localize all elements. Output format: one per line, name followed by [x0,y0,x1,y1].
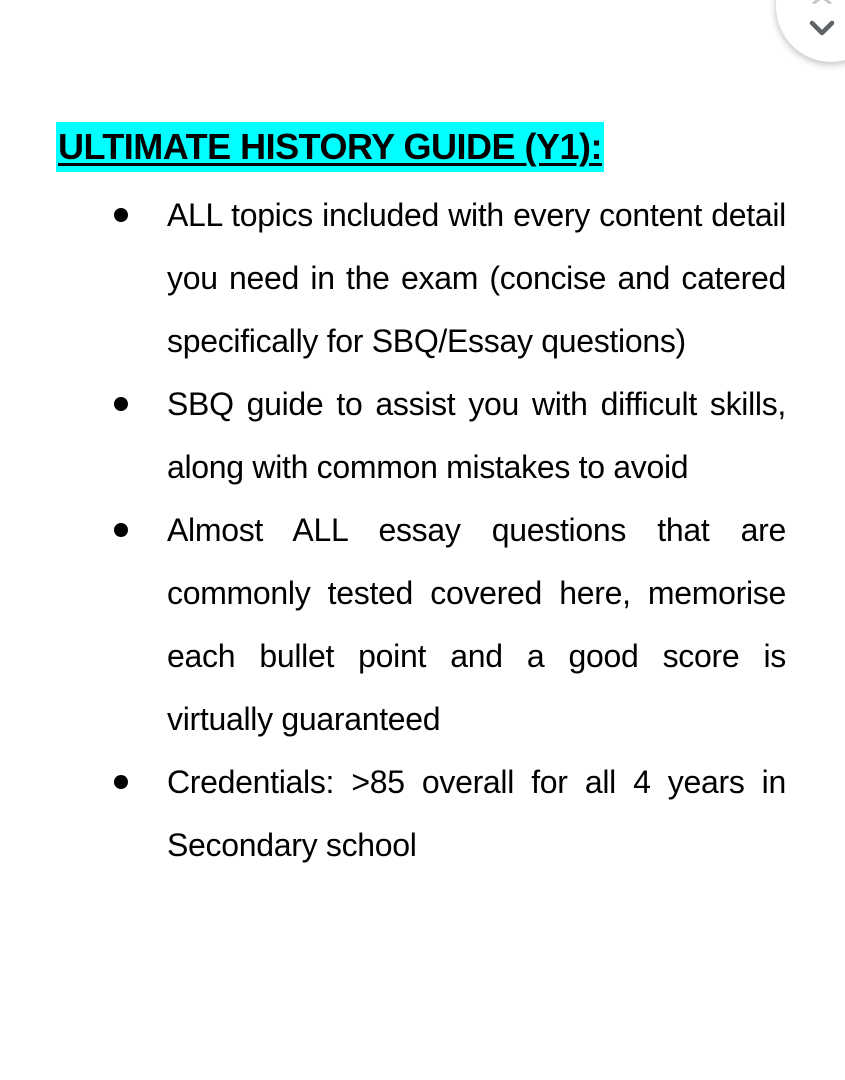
chevron-down-icon[interactable] [809,20,835,36]
bullet-item-essay-questions [0,499,845,751]
chevron-up-icon[interactable] [812,0,832,4]
bullet-list [0,184,845,877]
bullet-dot-icon [114,208,128,222]
bullet-text: ALL topics included with every content detail you need in the exam (concise and catered specifically for SBQ/Essay questions) [167,197,786,359]
bullet-text: Credentials: >85 overall for all 4 years in Secondary school [167,764,786,863]
bullet-dot-icon [114,523,128,537]
bullet-text: SBQ guide to assist you with difficult skills, along with common mistakes to avoid [167,386,786,485]
bullet-item-sbq-guide [0,373,845,499]
bullet-dot-icon [114,775,128,789]
bullet-text: Almost ALL essay questions that are commonly tested covered here, memorise each bullet point and a good score is virtually guaranteed [167,512,786,737]
document-heading: ULTIMATE HISTORY GUIDE (Y1): [56,122,604,172]
bullet-item-credentials [0,751,845,877]
page-navigation-button[interactable] [776,0,845,62]
bullet-item-topics [0,184,845,373]
bullet-dot-icon [114,397,128,411]
